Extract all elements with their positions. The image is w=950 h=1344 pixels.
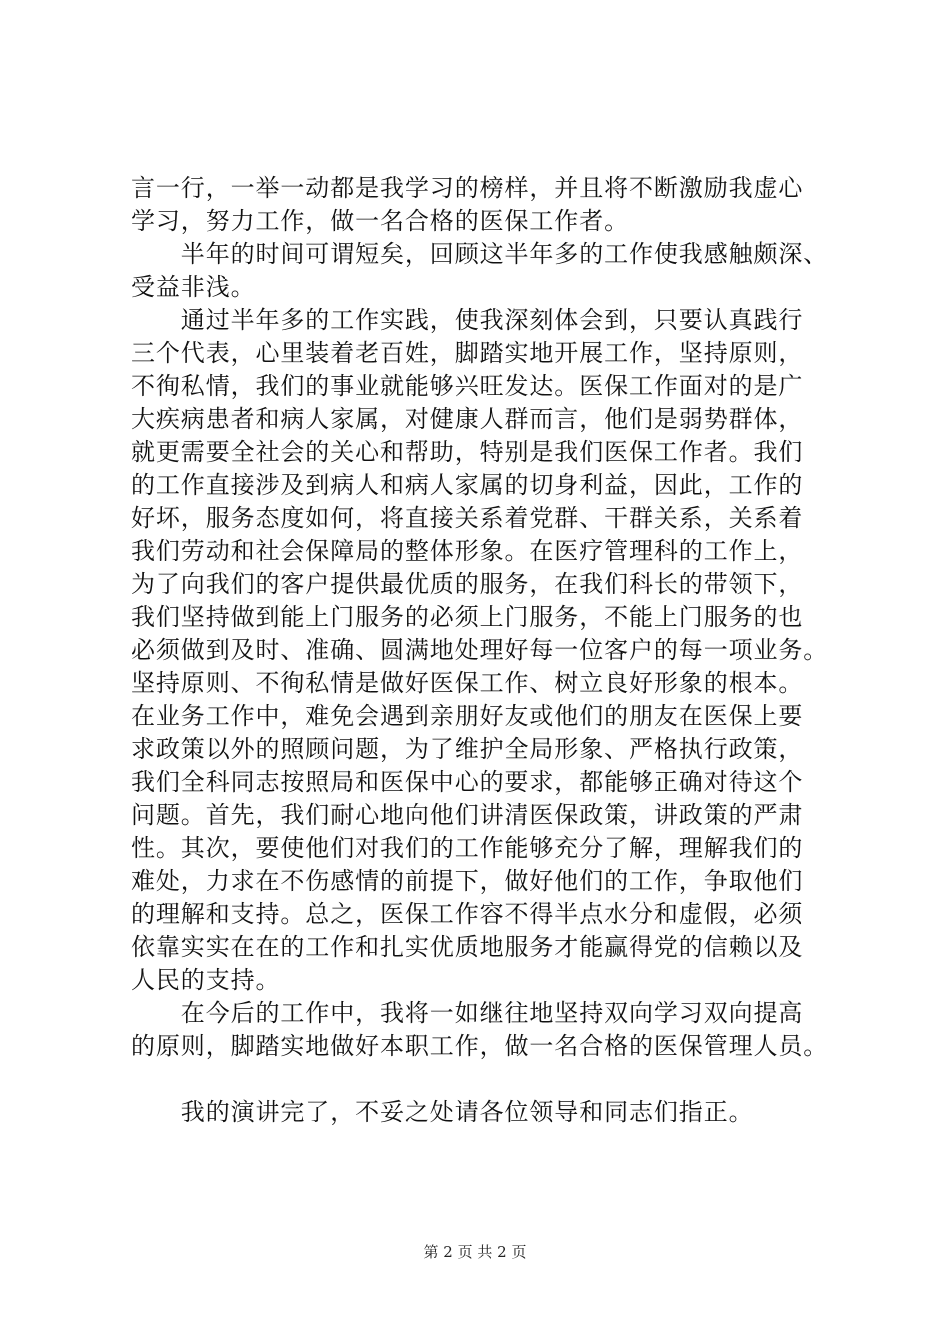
text-line: 问题。首先，我们耐心地向他们讲清医保政策，讲政策的严肃 — [131, 801, 804, 829]
page-number-footer: 第 2 页 共 2 页 — [423, 1243, 527, 1261]
text-line: 学习，努力工作，做一名合格的医保工作者。 — [131, 207, 629, 235]
text-line: 依靠实实在在的工作和扎实优质地服务才能赢得党的信赖以及 — [131, 933, 804, 961]
text-line: 必须做到及时、准确、圆满地处理好每一位客户的每一项业务。 — [131, 636, 829, 664]
text-line: 半年的时间可谓短矣，回顾这半年多的工作使我感触颇深、 — [131, 240, 829, 268]
text-line: 为了向我们的客户提供最优质的服务，在我们科长的带领下， — [131, 570, 804, 598]
text-line: 不徇私情，我们的事业就能够兴旺发达。医保工作面对的是广 — [131, 372, 804, 400]
text-line: 三个代表，心里装着老百姓，脚踏实地开展工作，坚持原则， — [131, 339, 804, 367]
text-line: 就更需要全社会的关心和帮助，特别是我们医保工作者。我们 — [131, 438, 804, 466]
text-line: 受益非浅。 — [131, 273, 256, 301]
text-line: 我们劳动和社会保障局的整体形象。在医疗管理科的工作上， — [131, 537, 804, 565]
text-line: 我的演讲完了，不妥之处请各位领导和同志们指正。 — [131, 1098, 754, 1126]
text-line: 人民的支持。 — [131, 966, 281, 994]
text-line: 在今后的工作中，我将一如继往地坚持双向学习双向提高 — [131, 999, 804, 1027]
text-line: 难处，力求在不伤感情的前提下，做好他们的工作，争取他们 — [131, 867, 804, 895]
text-line: 在业务工作中，难免会遇到亲朋好友或他们的朋友在医保上要 — [131, 702, 804, 730]
text-line: 性。其次，要使他们对我们的工作能够充分了解，理解我们的 — [131, 834, 804, 862]
text-line: 通过半年多的工作实践，使我深刻体会到，只要认真践行 — [131, 306, 804, 334]
text-line: 坚持原则、不徇私情是做好医保工作、树立良好形象的根本。 — [131, 669, 804, 697]
text-line: 好坏，服务态度如何，将直接关系着党群、干群关系，关系着 — [131, 504, 804, 532]
text-line: 的工作直接涉及到病人和病人家属的切身利益，因此，工作的 — [131, 471, 804, 499]
text-line: 的原则，脚踏实地做好本职工作，做一名合格的医保管理人员。 — [131, 1032, 829, 1060]
text-line: 我们全科同志按照局和医保中心的要求，都能够正确对待这个 — [131, 768, 804, 796]
text-line: 我们坚持做到能上门服务的必须上门服务，不能上门服务的也 — [131, 603, 804, 631]
text-line: 言一行，一举一动都是我学习的榜样，并且将不断激励我虚心 — [131, 174, 804, 202]
text-line: 求政策以外的照顾问题，为了维护全局形象、严格执行政策， — [131, 735, 804, 763]
text-line: 大疾病患者和病人家属，对健康人群而言，他们是弱势群体， — [131, 405, 804, 433]
text-line: 的理解和支持。总之，医保工作容不得半点水分和虚假，必须 — [131, 900, 804, 928]
